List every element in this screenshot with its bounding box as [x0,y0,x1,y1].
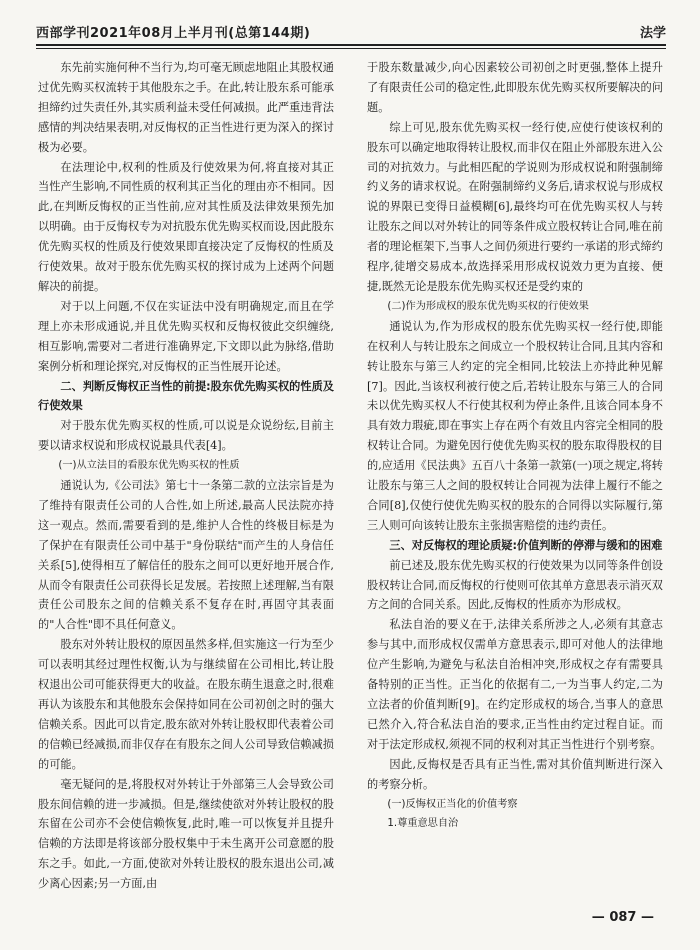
paragraph: 于股东数量减少,向心因素较公司初创之时更强,整体上提升了有限责任公司的稳定性,此即股东优先购买权所要解决的问题。 [367,61,663,114]
paragraph: 股东对外转让股权的原因虽然多样,但实施这一行为至少可以表明其经过理性权衡,认为与继续留在公司相比,转让股权退出公司可能获得更大的收益。在股东萌生退意之时,很难再认为该股东和其他股东会保持如同在公司初创之时的强大信赖关系。因此可以肯定,股东欲对外转让股权即代表着公司的信赖已经减损,而非仅存在有股东之间人公司导致信赖减损的可能。 [38,638,334,771]
section-heading: 二、判断反悔权正当性的前提:股东优先购买权的性质及行使效果 [38,379,334,413]
paragraph: 通说认为,作为形成权的股东优先购买权一经行使,即能在权利人与转让股东之间成立一个股权转让合同,且其内容和转让股东与第三人约定的完全相同,比较法上亦持此种见解[7]。因此,当该权利被行使之后,若转让股东与第三人的合同未以优先购买权人不行使其权利为停止条件,且该合同本身不具有效力瑕疵,即在事实上存在两个有效且内容完全相同的股权转让合同。为避免因行使优先购买权的股东取得股权的目的,应适用《民法典》五百八十条第一款第(一)项之规定,将转让股东与第三人之间的股权转让合同视为法律上履行不能之合同[8],仅使行使优先购买权的股东的合同得以实际履行,第三人则可向该转让股东主张损害赔偿的违约责任。 [367,319,663,532]
paragraph: 对于以上问题,不仅在实证法中没有明确规定,而且在学理上亦未形成通说,并且优先购买权和反悔权彼此交织缠绕,相互影响,需要对二者进行准确界定,下文即以此为脉络,借助案例分析和理论探究,对反悔权的正当性展开论述。 [38,299,334,373]
header-rule [36,48,666,49]
paragraph: 因此,反悔权是否具有正当性,需对其价值判断进行深入的考察分析。 [367,757,663,791]
subsection-heading: (一)从立法目的看股东优先购买权的性质 [58,460,240,472]
section-label: 法学 [639,26,666,41]
paragraph: 在法理论中,权利的性质及行使效果为何,将直接对其正当性产生影响,不同性质的权利其正当化的理由亦不相同。因此,在判断反悔权的正当性前,应对其性质及法律效果预先加以明确。由于反悔权专为对抗股东优先购买权而设,因此股东优先购买权的性质及行使效果即直接决定了反悔权的性质及行使效果。故对于股东优先购买权的探讨成为上述两个问题解决的前提。 [38,160,334,293]
subsection-heading: (二)作为形成权的股东优先购买权的行使效果 [387,300,589,312]
paragraph: 私法自治的要义在于,法律关系所涉之人,必须有其意志参与其中,而形成权仅需单方意思表示,即可对他人的法律地位产生影响,为避免与私法自治相冲突,形成权之存有需要具备特别的正当性。正当化的依据有二,一为当事人约定,二为立法者的价值判断[9]。在约定形成权的场合,当事人的意思已然介入,符合私法自治的要求,正当性由约定过程自证。而对于法定形成权,须视不同的权利对其正当性进行个别考察。 [367,618,663,751]
page-header [36,16,666,46]
subsection-heading: (一)反悔权正当化的价值考察 [387,798,518,810]
paragraph: 毫无疑问的是,将股权对外转让于外部第三人会导致公司股东间信赖的进一步减损。但是,继续使欲对外转让股权的股东留在公司亦不会使信赖恢复,此时,唯一可以恢复并且提升信赖的方法即是将该部分股权集中于未生离开公司意愿的股东之手。如此,一方面,使欲对外转让股权的股东退出公司,减少离心因素;另一方面,由 [38,777,334,891]
journal-title: 西部学刊2021年08月上半月刊(总第144期) [36,26,311,41]
paragraph: 综上可见,股东优先购买权一经行使,应使行使该权利的股东可以确定地取得转让股权,而非仅在阻止外部股东进入公司的对抗效力。与此相匹配的学说则为形成权说和附强制缔约义务的请求权说。在附强制缔约义务后,请求权说与形成权说的界限已变得日益模糊[6],最终均可在优先购买权人与转让股东之间以对外转让的同等条件成立股权转让合同,唯在前者的理论框架下,当事人之间仍须进行要约一承诺的形式缔约程序,徒增交易成本,故选择采用形成权说效力更为直接、便捷,既然无论是股东优先购买权还是受约束的 [367,120,663,293]
paragraph: 通说认为,《公司法》第七十一条第二款的立法宗旨是为了维持有限责任公司的人合性,如上所述,最高人民法院亦持这一观点。然而,需要看到的是,维护人合性的终极目标是为了保护在有限责任公司中基于"身份联结"而产生的人身信任关系[5],使得相互了解信任的股东之间可以更好地开展合作,从而令有限责任公司获得长足发展。若按照上述理解,当有限责任公司股东之间的信赖关系不复存在时,再固守其表面的"人合性"即不具任何意义。 [38,479,334,632]
section-heading: 三、对反悔权的理论质疑:价值判断的停滞与缓和的困难 [389,538,663,552]
paragraph: 东先前实施何种不当行为,均可毫无顾虑地阻止其股权通过优先购买权流转于其他股东之手。在此,转让股东系可能承担缔约过失责任外,其实质利益未受任何减损。此严重违背法感情的判决结果表明,对反悔权的正当性进行更为深入的探讨极为必要。 [38,61,334,154]
left-column [38,58,334,894]
page-number: — 087 — [591,910,654,925]
right-column [367,58,663,834]
paragraph: 前已述及,股东优先购买权的行使效果为以同等条件创设股权转让合同,而反悔权的行使则可依其单方意思表示消灭双方之间的合同关系。因此,反悔权的性质亦为形成权。 [367,558,663,612]
paragraph: 对于股东优先购买权的性质,可以说是众说纷纭,目前主要以请求权说和形成权说最具代表[4]。 [38,419,334,453]
subsection-heading: 1.尊重意思自治 [387,818,459,830]
